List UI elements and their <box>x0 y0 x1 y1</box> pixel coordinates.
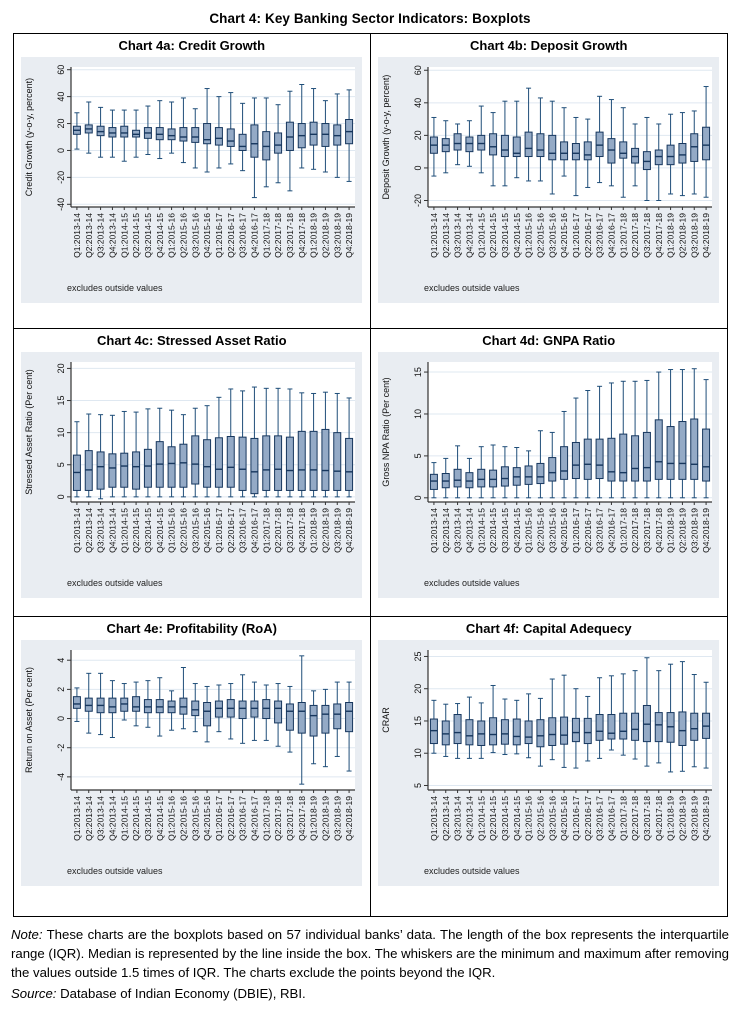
svg-text:60: 60 <box>412 65 423 76</box>
svg-text:Q1:2014-15: Q1:2014-15 <box>119 213 130 258</box>
svg-text:Q4:2014-15: Q4:2014-15 <box>511 795 522 841</box>
svg-text:Q3:2014-15: Q3:2014-15 <box>499 508 510 554</box>
chart-4c-boxplot <box>21 352 362 598</box>
svg-text:Gross NPA Ratio (Per cent): Gross NPA Ratio (Per cent) <box>380 377 391 488</box>
svg-text:Q4:2018-19: Q4:2018-19 <box>700 795 711 841</box>
svg-text:Q1:2015-16: Q1:2015-16 <box>166 213 177 258</box>
svg-text:Q3:2014-15: Q3:2014-15 <box>499 213 510 258</box>
chart-title-4f: Chart 4f: Capital Adequecy <box>465 620 632 636</box>
svg-text:Q2:2014-15: Q2:2014-15 <box>131 508 142 554</box>
chart-cell-4f <box>371 617 728 916</box>
svg-text:Q4:2015-16: Q4:2015-16 <box>202 508 213 554</box>
svg-text:Q2:2017-18: Q2:2017-18 <box>273 508 284 554</box>
chart-4e-boxplot <box>21 640 362 886</box>
svg-text:Q2:2015-16: Q2:2015-16 <box>178 508 189 554</box>
svg-text:Q4:2013-14: Q4:2013-14 <box>107 508 118 554</box>
chart-cell-4b <box>371 34 728 329</box>
svg-text:Q3:2017-18: Q3:2017-18 <box>641 508 652 554</box>
svg-text:Q1:2018-19: Q1:2018-19 <box>665 795 676 841</box>
chart-cell-4d <box>371 329 728 616</box>
svg-text:Q2:2015-16: Q2:2015-16 <box>534 795 545 841</box>
chart-title-4e: Chart 4e: Profitability (RoA) <box>106 620 277 636</box>
svg-text:Q1:2017-18: Q1:2017-18 <box>617 213 628 258</box>
chart-4d-graph <box>378 352 721 598</box>
svg-text:Q2:2013-14: Q2:2013-14 <box>440 508 451 554</box>
note <box>11 925 729 982</box>
svg-text:Q4:2018-19: Q4:2018-19 <box>344 508 355 554</box>
svg-text:Q3:2017-18: Q3:2017-18 <box>284 508 295 554</box>
svg-text:Q4:2017-18: Q4:2017-18 <box>653 795 664 841</box>
svg-text:Q4:2014-15: Q4:2014-15 <box>154 508 165 554</box>
svg-text:Stressed Asset Ratio (Per cent: Stressed Asset Ratio (Per cent) <box>24 369 34 496</box>
svg-text:Q4:2016-17: Q4:2016-17 <box>605 795 616 841</box>
svg-text:Q2:2014-15: Q2:2014-15 <box>131 795 142 841</box>
svg-text:Q3:2015-16: Q3:2015-16 <box>546 213 557 258</box>
svg-text:Q3:2018-19: Q3:2018-19 <box>332 508 343 554</box>
svg-text:excludes outside values: excludes outside values <box>67 865 163 876</box>
source-text: Database of Indian Economy (DBIE), RBI. <box>60 986 306 1002</box>
svg-text:-20: -20 <box>56 170 66 184</box>
svg-text:Q2:2018-19: Q2:2018-19 <box>320 213 331 258</box>
svg-text:Q3:2015-16: Q3:2015-16 <box>190 795 201 841</box>
svg-text:0: 0 <box>412 495 423 501</box>
svg-text:Q1:2013-14: Q1:2013-14 <box>71 213 82 258</box>
svg-text:Q1:2017-18: Q1:2017-18 <box>261 508 272 554</box>
svg-text:Q1:2014-15: Q1:2014-15 <box>475 508 486 554</box>
svg-text:0: 0 <box>56 147 66 153</box>
svg-text:Q4:2016-17: Q4:2016-17 <box>605 508 616 554</box>
svg-text:Q2:2014-15: Q2:2014-15 <box>487 213 498 258</box>
svg-text:Q4:2018-19: Q4:2018-19 <box>700 508 711 554</box>
svg-text:Q2:2017-18: Q2:2017-18 <box>629 213 640 258</box>
svg-text:Q4:2017-18: Q4:2017-18 <box>296 508 307 554</box>
chart-4e-graph <box>21 640 363 886</box>
svg-text:Q1:2015-16: Q1:2015-16 <box>523 213 534 258</box>
svg-text:Q3:2013-14: Q3:2013-14 <box>452 795 463 841</box>
chart-4f-boxplot <box>378 640 719 886</box>
svg-text:Q2:2017-18: Q2:2017-18 <box>273 213 284 258</box>
svg-text:Q3:2013-14: Q3:2013-14 <box>452 508 463 554</box>
svg-text:Q3:2018-19: Q3:2018-19 <box>688 508 699 554</box>
svg-text:Q1:2018-19: Q1:2018-19 <box>308 795 319 841</box>
svg-text:Q3:2015-16: Q3:2015-16 <box>546 795 557 841</box>
svg-text:Q3:2016-17: Q3:2016-17 <box>594 795 605 841</box>
svg-text:Q2:2015-16: Q2:2015-16 <box>534 213 545 258</box>
svg-text:25: 25 <box>412 651 423 662</box>
svg-text:Q3:2014-15: Q3:2014-15 <box>499 795 510 841</box>
svg-text:Q1:2015-16: Q1:2015-16 <box>166 508 177 554</box>
svg-text:Q3:2013-14: Q3:2013-14 <box>95 213 106 258</box>
svg-text:20: 20 <box>56 363 66 374</box>
svg-text:Q1:2016-17: Q1:2016-17 <box>213 795 224 841</box>
svg-text:Q1:2014-15: Q1:2014-15 <box>119 508 130 554</box>
chart-grid <box>13 33 728 917</box>
svg-text:Q3:2018-19: Q3:2018-19 <box>688 795 699 841</box>
svg-text:40: 40 <box>56 91 66 102</box>
svg-text:Q1:2018-19: Q1:2018-19 <box>665 213 676 258</box>
svg-text:Q3:2013-14: Q3:2013-14 <box>95 795 106 841</box>
svg-text:Q1:2017-18: Q1:2017-18 <box>261 213 272 258</box>
svg-text:Q1:2018-19: Q1:2018-19 <box>308 213 319 258</box>
svg-text:Q4:2018-19: Q4:2018-19 <box>344 795 355 841</box>
svg-text:Q1:2013-14: Q1:2013-14 <box>428 508 439 554</box>
svg-text:40: 40 <box>412 97 423 108</box>
svg-text:Q2:2016-17: Q2:2016-17 <box>582 213 593 258</box>
svg-text:Q3:2016-17: Q3:2016-17 <box>594 212 605 258</box>
chart-4b-boxplot <box>378 57 719 303</box>
svg-text:Q3:2016-17: Q3:2016-17 <box>237 212 248 258</box>
svg-text:5: 5 <box>56 462 66 468</box>
svg-text:Q1:2014-15: Q1:2014-15 <box>475 213 486 258</box>
chart-title-4d: Chart 4d: GNPA Ratio <box>482 333 616 349</box>
svg-text:Q3:2013-14: Q3:2013-14 <box>95 508 106 554</box>
svg-text:Q3:2013-14: Q3:2013-14 <box>452 213 463 258</box>
svg-text:Q4:2016-17: Q4:2016-17 <box>605 213 616 258</box>
svg-text:15: 15 <box>412 715 423 726</box>
svg-text:Q2:2014-15: Q2:2014-15 <box>131 213 142 258</box>
svg-text:Q2:2018-19: Q2:2018-19 <box>676 795 687 841</box>
svg-text:Q1:2015-16: Q1:2015-16 <box>523 508 534 554</box>
svg-text:Q4:2013-14: Q4:2013-14 <box>463 795 474 841</box>
svg-text:Q4:2013-14: Q4:2013-14 <box>107 213 118 258</box>
svg-text:Q2:2013-14: Q2:2013-14 <box>440 795 451 841</box>
svg-text:Q4:2015-16: Q4:2015-16 <box>558 795 569 841</box>
svg-text:Q2:2013-14: Q2:2013-14 <box>83 213 94 258</box>
svg-text:4: 4 <box>56 657 66 663</box>
svg-text:10: 10 <box>412 409 423 420</box>
svg-text:Q4:2016-17: Q4:2016-17 <box>249 508 260 554</box>
svg-text:Q4:2017-18: Q4:2017-18 <box>653 213 664 258</box>
source-label: Source: <box>11 986 57 1002</box>
chart-4c-graph <box>21 352 363 598</box>
svg-text:Q2:2018-19: Q2:2018-19 <box>320 795 331 841</box>
svg-text:Q1:2018-19: Q1:2018-19 <box>665 508 676 554</box>
svg-text:-20: -20 <box>412 193 423 207</box>
chart-4f-graph <box>378 640 721 886</box>
svg-text:Q1:2017-18: Q1:2017-18 <box>261 795 272 841</box>
note-label: Note: <box>11 927 43 942</box>
svg-text:Q4:2017-18: Q4:2017-18 <box>296 213 307 258</box>
svg-text:Q3:2018-19: Q3:2018-19 <box>332 795 343 841</box>
svg-text:Q2:2016-17: Q2:2016-17 <box>225 795 236 841</box>
svg-text:excludes outside values: excludes outside values <box>423 578 520 589</box>
svg-text:Return on Asset (Per cent): Return on Asset (Per cent) <box>24 666 34 773</box>
svg-text:Q4:2013-14: Q4:2013-14 <box>463 508 474 554</box>
svg-text:Q4:2016-17: Q4:2016-17 <box>249 213 260 258</box>
chart-4d-boxplot <box>378 352 719 598</box>
svg-text:Q2:2016-17: Q2:2016-17 <box>582 508 593 554</box>
svg-text:Q3:2017-18: Q3:2017-18 <box>641 795 652 841</box>
svg-text:Q2:2013-14: Q2:2013-14 <box>83 795 94 841</box>
svg-text:5: 5 <box>412 453 423 459</box>
svg-text:Q2:2014-15: Q2:2014-15 <box>487 795 498 841</box>
svg-text:Q2:2013-14: Q2:2013-14 <box>83 508 94 554</box>
svg-text:Q1:2013-14: Q1:2013-14 <box>428 213 439 258</box>
svg-text:excludes outside values: excludes outside values <box>423 865 520 876</box>
svg-text:Q4:2015-16: Q4:2015-16 <box>558 213 569 258</box>
svg-text:Q1:2018-19: Q1:2018-19 <box>308 508 319 554</box>
svg-text:10: 10 <box>412 747 423 758</box>
svg-text:Q2:2016-17: Q2:2016-17 <box>582 795 593 841</box>
svg-text:Q3:2015-16: Q3:2015-16 <box>546 508 557 554</box>
svg-text:20: 20 <box>412 683 423 694</box>
svg-text:Q3:2016-17: Q3:2016-17 <box>594 508 605 554</box>
svg-text:Q2:2017-18: Q2:2017-18 <box>273 795 284 841</box>
svg-text:Q3:2017-18: Q3:2017-18 <box>284 213 295 258</box>
svg-text:15: 15 <box>412 367 423 378</box>
svg-text:Q1:2013-14: Q1:2013-14 <box>428 795 439 841</box>
svg-text:Q4:2017-18: Q4:2017-18 <box>653 508 664 554</box>
svg-text:Q1:2016-17: Q1:2016-17 <box>570 213 581 258</box>
svg-text:Q2:2017-18: Q2:2017-18 <box>629 795 640 841</box>
svg-text:Q1:2016-17: Q1:2016-17 <box>213 213 224 258</box>
svg-text:Q2:2015-16: Q2:2015-16 <box>178 213 189 258</box>
svg-text:Q4:2018-19: Q4:2018-19 <box>700 213 711 258</box>
svg-text:Q3:2016-17: Q3:2016-17 <box>237 508 248 554</box>
svg-text:Q2:2018-19: Q2:2018-19 <box>320 508 331 554</box>
svg-text:Q2:2016-17: Q2:2016-17 <box>225 508 236 554</box>
svg-text:20: 20 <box>56 118 66 129</box>
svg-text:Q4:2014-15: Q4:2014-15 <box>511 508 522 554</box>
note-text: These charts are the boxplots based on 57 individual banks’ data. The length of the box represents the interquartile range (IQR). Median is represented by the line inside the box. The whiskers are the minimum and maximum after removing the values outside 1.5 times of IQR. The charts exclude the points beyond the IQR. <box>11 927 729 981</box>
chart-4a-boxplot <box>21 57 362 303</box>
svg-text:Q1:2016-17: Q1:2016-17 <box>570 508 581 554</box>
svg-text:-4: -4 <box>56 772 66 781</box>
svg-text:0: 0 <box>412 165 423 171</box>
svg-text:Q3:2014-15: Q3:2014-15 <box>142 508 153 554</box>
svg-text:excludes outside values: excludes outside values <box>67 578 163 589</box>
svg-text:-40: -40 <box>56 197 66 211</box>
svg-text:5: 5 <box>412 782 423 788</box>
svg-text:Q2:2017-18: Q2:2017-18 <box>629 508 640 554</box>
svg-text:Q2:2015-16: Q2:2015-16 <box>534 508 545 554</box>
svg-text:10: 10 <box>56 427 66 438</box>
chart-title-4b: Chart 4b: Deposit Growth <box>470 38 628 53</box>
svg-text:2: 2 <box>56 686 66 692</box>
svg-text:Q2:2018-19: Q2:2018-19 <box>676 508 687 554</box>
svg-text:Deposit Growth (y-o-y, percent: Deposit Growth (y-o-y, percent) <box>380 74 391 200</box>
svg-text:Q4:2014-15: Q4:2014-15 <box>511 213 522 258</box>
svg-text:Q3:2018-19: Q3:2018-19 <box>332 213 343 258</box>
svg-text:Q2:2013-14: Q2:2013-14 <box>440 213 451 258</box>
svg-text:Q4:2015-16: Q4:2015-16 <box>202 213 213 258</box>
svg-text:Q1:2014-15: Q1:2014-15 <box>475 795 486 841</box>
svg-text:Q4:2015-16: Q4:2015-16 <box>202 795 213 841</box>
svg-text:0: 0 <box>56 715 66 721</box>
svg-text:Q3:2017-18: Q3:2017-18 <box>284 795 295 841</box>
svg-text:Q4:2015-16: Q4:2015-16 <box>558 508 569 554</box>
svg-text:Q4:2013-14: Q4:2013-14 <box>463 213 474 258</box>
svg-text:Q1:2013-14: Q1:2013-14 <box>71 508 82 554</box>
svg-text:Q4:2017-18: Q4:2017-18 <box>296 795 307 841</box>
svg-text:Q3:2015-16: Q3:2015-16 <box>190 213 201 258</box>
svg-text:15: 15 <box>56 395 66 406</box>
svg-text:Q4:2016-17: Q4:2016-17 <box>249 795 260 841</box>
svg-text:Credit Growth (y-o-y, percent): Credit Growth (y-o-y, percent) <box>24 77 34 197</box>
svg-text:Q3:2015-16: Q3:2015-16 <box>190 508 201 554</box>
source <box>11 984 729 1003</box>
svg-text:excludes outside values: excludes outside values <box>423 283 520 293</box>
chart-title-4a: Chart 4a: Credit Growth <box>118 38 266 53</box>
chart-cell-4e <box>14 617 371 916</box>
chart-title-4c: Chart 4c: Stressed Asset Ratio <box>96 333 287 349</box>
svg-text:Q1:2015-16: Q1:2015-16 <box>166 795 177 841</box>
svg-text:Q1:2017-18: Q1:2017-18 <box>617 795 628 841</box>
svg-text:Q3:2017-18: Q3:2017-18 <box>641 213 652 258</box>
svg-text:Q3:2016-17: Q3:2016-17 <box>237 795 248 841</box>
svg-text:Q4:2018-19: Q4:2018-19 <box>344 213 355 258</box>
svg-text:Q1:2013-14: Q1:2013-14 <box>71 795 82 841</box>
svg-text:Q1:2014-15: Q1:2014-15 <box>119 795 130 841</box>
chart-4b-graph <box>378 57 721 303</box>
svg-text:Q2:2018-19: Q2:2018-19 <box>676 213 687 258</box>
svg-text:Q1:2016-17: Q1:2016-17 <box>570 795 581 841</box>
svg-text:CRAR: CRAR <box>380 706 391 733</box>
svg-text:Q4:2013-14: Q4:2013-14 <box>107 795 118 841</box>
svg-text:Q2:2016-17: Q2:2016-17 <box>225 213 236 258</box>
chart-cell-4a <box>14 34 371 329</box>
svg-text:Q4:2014-15: Q4:2014-15 <box>154 213 165 258</box>
svg-text:0: 0 <box>56 494 66 500</box>
svg-text:20: 20 <box>412 130 423 141</box>
chart-cell-4c <box>14 329 371 616</box>
svg-text:60: 60 <box>56 64 66 75</box>
svg-text:Q1:2016-17: Q1:2016-17 <box>213 508 224 554</box>
svg-text:Q3:2014-15: Q3:2014-15 <box>142 213 153 258</box>
svg-text:Q2:2014-15: Q2:2014-15 <box>487 508 498 554</box>
svg-text:Q3:2014-15: Q3:2014-15 <box>142 795 153 841</box>
chart-4a-graph <box>21 57 363 303</box>
svg-text:Q1:2015-16: Q1:2015-16 <box>523 795 534 841</box>
page-title: Chart 4: Key Banking Sector Indicators: Boxplots <box>209 11 531 26</box>
svg-text:Q4:2014-15: Q4:2014-15 <box>154 795 165 841</box>
svg-text:-2: -2 <box>56 743 66 752</box>
svg-text:Q1:2017-18: Q1:2017-18 <box>617 508 628 554</box>
svg-text:excludes outside values: excludes outside values <box>67 283 163 293</box>
svg-text:Q3:2018-19: Q3:2018-19 <box>688 213 699 258</box>
svg-text:Q2:2015-16: Q2:2015-16 <box>178 795 189 841</box>
